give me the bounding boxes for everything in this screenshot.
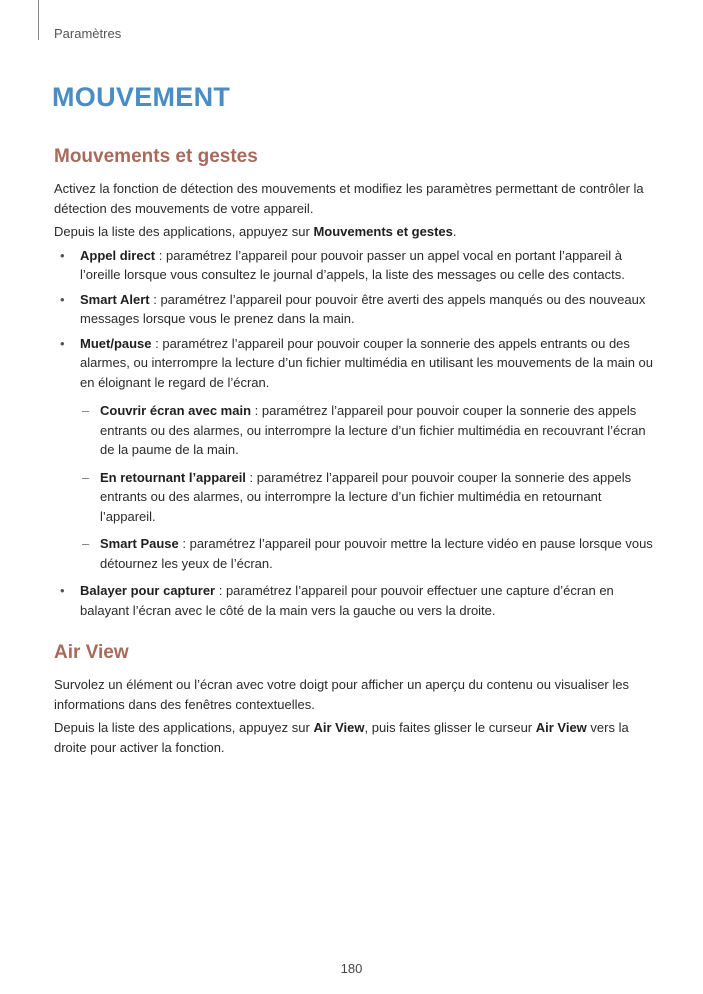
feature-description: : paramétrez l’appareil pour pouvoir passer un appel vocal en portant l’appareil à l’oreille lorsque vous consultez le journal d’appels, la liste des messages ou celle des contacts. (80, 247, 625, 282)
bullet: • (60, 247, 65, 263)
section-intro-mouvements: Activez la fonction de détection des mouvements et modifiez les paramètres permettant de contrôler la détection des mouvements de votre appareil. (54, 181, 644, 216)
corner-crop-line (38, 0, 39, 40)
ui-term: Mouvements et gestes (313, 224, 453, 239)
sub-list-item (80, 401, 654, 460)
feature-term: Couvrir écran avec main (100, 403, 252, 418)
sub-list-item (80, 468, 654, 527)
feature-description: : paramétrez l’appareil pour pouvoir effectuer une capture d’écran en balayant l’écran avec le côté de la main vers la gauche ou vers la droite. (80, 583, 614, 618)
ui-term: Air View (535, 720, 587, 735)
feature-list (54, 246, 654, 621)
page-number: 180 (340, 961, 363, 976)
dash: – (82, 403, 90, 418)
list-item (54, 290, 654, 329)
section-heading-mouvements: Mouvements et gestes (54, 146, 258, 167)
running-header: Paramètres (54, 26, 122, 41)
bullet: • (60, 291, 65, 307)
section-intro-air-view: Survolez un élément ou l’écran avec votre doigt pour afficher un aperçu du contenu ou visualiser les informations dans des fenêtres contextuelles. (54, 677, 629, 712)
bullet: • (60, 335, 65, 351)
instruction-mouvements: Depuis la liste des applications, appuyez sur Mouvements et gestes. (54, 224, 457, 239)
dash: – (82, 469, 90, 485)
feature-term: En retournant l’appareil (100, 469, 246, 485)
list-item (54, 581, 654, 620)
dash: – (82, 536, 90, 551)
bullet: • (60, 583, 65, 598)
feature-description: : paramétrez l’appareil pour pouvoir couper la sonnerie des appels entrants ou des alarmes, ou interrompre la lecture d’un fichier multimédia en recouvrant l’écran de la paume de la main. (100, 403, 646, 457)
ui-term: Air View (313, 720, 365, 735)
feature-term: Appel direct (80, 247, 156, 263)
feature-description: : paramétrez l’appareil pour pouvoir être averti des appels manqués ou des nouveaux messages lorsque vous le prenez dans la main. (80, 291, 646, 326)
feature-term: Muet/pause (80, 335, 152, 351)
sub-feature-list (80, 401, 654, 573)
feature-description: : paramétrez l’appareil pour pouvoir couper la sonnerie des appels entrants ou des alarmes, ou interrompre la lecture d’un fichier multimédia en utilisant les mouvements de la main ou en éloignant le regard de l’écran. (80, 335, 653, 390)
sub-list-item (80, 534, 654, 573)
feature-term: Smart Alert (80, 291, 150, 307)
feature-description: : paramétrez l’appareil pour pouvoir couper la sonnerie des appels entrants ou des alarmes, ou interrompre la lecture d’un fichier multimédia en retournant l’appareil. (100, 469, 632, 524)
list-item (54, 246, 654, 285)
main-content (54, 146, 654, 761)
feature-term: Smart Pause (100, 536, 179, 551)
feature-term: Balayer pour capturer (80, 583, 216, 598)
section-heading-air-view: Air View (54, 642, 129, 663)
instruction-air-view: Depuis la liste des applications, appuyez sur Air View, puis faites glisser le curseur Air View vers la droite pour activer la fonction. (54, 720, 629, 755)
feature-description: : paramétrez l’appareil pour pouvoir mettre la lecture vidéo en pause lorsque vous détournez les yeux de l’écran. (100, 536, 653, 571)
list-item (54, 334, 654, 574)
page-title: MOUVEMENT (52, 82, 231, 112)
